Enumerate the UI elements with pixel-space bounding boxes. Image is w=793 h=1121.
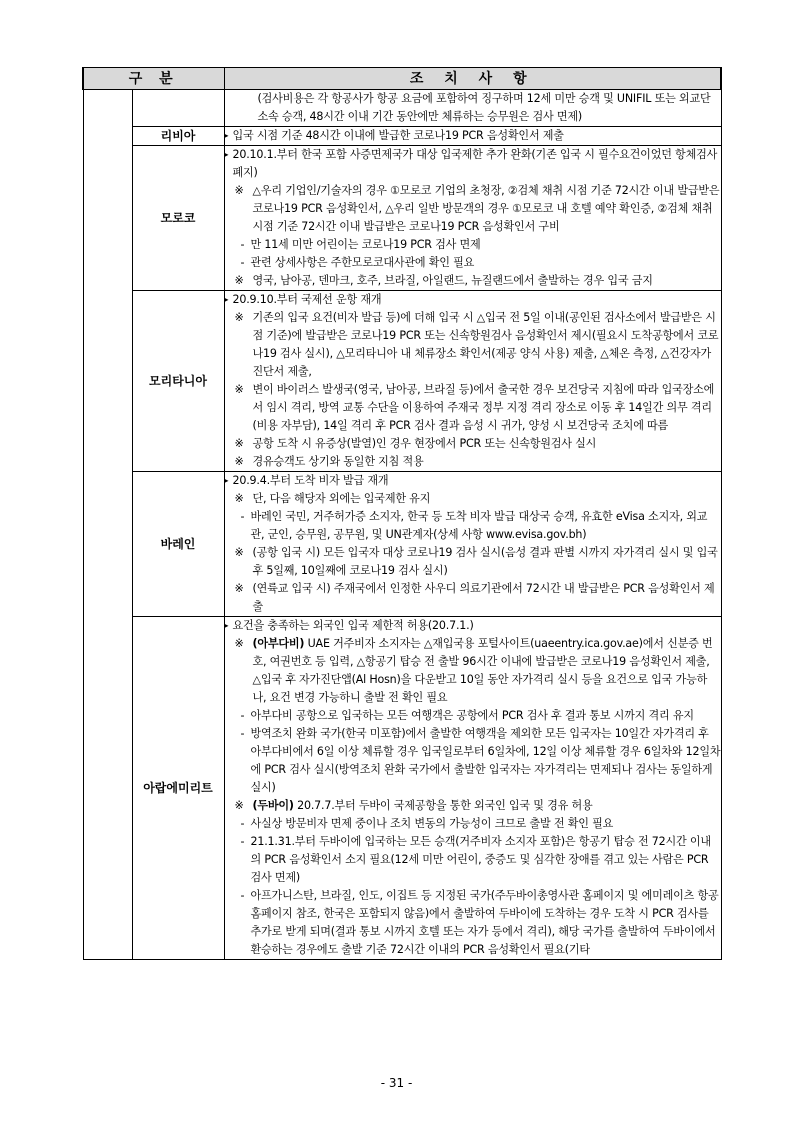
measure-item [225, 617, 721, 635]
measure-item [225, 580, 721, 616]
measures-cell [224, 146, 721, 291]
country-cell: 리비아 [132, 127, 224, 146]
reference-mark-icon: ※ [234, 455, 244, 468]
measure-item [225, 435, 721, 453]
measure-text [253, 797, 721, 815]
reference-mark-icon: ※ [234, 799, 244, 812]
header-measures: 조 치 사 항 [224, 68, 721, 90]
measure-item [225, 508, 721, 544]
table-row [83, 146, 721, 291]
measure-item [225, 472, 721, 490]
measure-body: 영국, 남아공, 덴마크, 호주, 브라질, 아일랜드, 뉴질랜드에서 출발하는 경우 입국 금지 [252, 274, 653, 287]
bullet-arrow-icon: ▸ [224, 621, 229, 630]
measure-item [225, 146, 721, 182]
measure-body: 관련 상세사항은 주한모로코대사관에 확인 필요 [250, 256, 475, 269]
table-row [83, 291, 721, 472]
reference-mark-icon: ※ [234, 311, 244, 324]
reference-mark-icon: ※ [234, 274, 244, 287]
country-cell: 모리타니아 [132, 291, 224, 472]
measure-body: (공항 입국 시) 모든 입국자 대상 코로나19 검사 실시(음성 결과 판별 시까지 자가격리 실시 및 입국 후 5일째, 10일째에 코로나19 검사 실시) [252, 546, 718, 577]
measures-cell [224, 617, 721, 960]
emirate-label: (아부다비) [252, 637, 305, 650]
measure-item [225, 707, 721, 725]
header-category: 구 분 [83, 68, 224, 90]
measure-body: 단, 다음 해당자 외에는 입국제한 유지 [252, 492, 431, 505]
measure-text [253, 381, 721, 435]
reference-mark-icon: ※ [234, 184, 244, 197]
reference-mark-icon: ※ [234, 582, 244, 595]
bullet-arrow-icon: ▸ [224, 150, 229, 159]
measure-text [258, 90, 721, 126]
measures-cell [224, 472, 721, 617]
country-cell: 바레인 [132, 472, 224, 617]
measure-item [225, 797, 721, 815]
measure-text [251, 725, 721, 797]
measure-body: 사실상 방문비자 면제 중이나 조치 변동의 가능성이 크므로 출발 전 확인 필요 [250, 817, 614, 830]
measure-item [225, 635, 721, 707]
measure-text [233, 146, 721, 182]
measure-body: (연륙교 입국 시) 주재국에서 인정한 사우디 의료기관에서 72시간 내 발급받은 PCR 음성확인서 제출 [252, 582, 715, 613]
measures-cell [224, 90, 721, 127]
measure-text [233, 291, 721, 309]
reference-mark-icon: ※ [234, 492, 244, 505]
measure-text [253, 544, 721, 580]
measure-item [225, 544, 721, 580]
measures-cell [224, 291, 721, 472]
measure-body: 20.10.1.부터 한국 포함 사증면제국가 대상 입국제한 추가 완화(기존 입국 시 필수요건이었던 항체검사 폐지) [232, 148, 718, 179]
measure-body: 만 11세 미만 어린이는 코로나19 PCR 검사 면제 [250, 238, 481, 251]
measure-item [225, 254, 721, 272]
measures-table [82, 67, 722, 960]
country-cell: 모로코 [132, 146, 224, 291]
dash-marker: - [240, 709, 245, 722]
measure-text [253, 453, 721, 471]
reference-mark-icon: ※ [234, 546, 244, 559]
bullet-arrow-icon: ▸ [224, 476, 229, 485]
measure-item [225, 725, 721, 797]
country-cell: 아랍에미리트 [132, 617, 224, 960]
measure-item [225, 887, 721, 959]
measure-text [253, 435, 721, 453]
measure-text [253, 635, 721, 707]
region-cell [83, 90, 132, 960]
measure-text [251, 815, 721, 833]
measure-text [251, 508, 721, 544]
emirate-label: (두바이) [252, 799, 294, 812]
dash-marker: - [240, 889, 245, 902]
dash-marker: - [240, 817, 245, 830]
table-row [83, 617, 721, 960]
measure-item [225, 127, 721, 145]
measures-cell [224, 127, 721, 146]
measure-item [225, 453, 721, 471]
measure-body: △우리 기업인/기술자의 경우 ①모로코 기업의 초청장, ②검체 채취 시점 기준 72시간 이내 발급받은 코로나19 PCR 음성확인서, △우리 일반 방문객의 경우 ①모로코 내 호텔 예약 확인증, ②검체 채취 시점 기준 72시간 이내 발급받은 코로나19 PCR 음성확인서 구비 [252, 184, 720, 233]
measure-text [233, 127, 721, 145]
measure-text [233, 472, 721, 490]
measure-text [251, 707, 721, 725]
measure-text [253, 490, 721, 508]
country-cell [132, 90, 224, 127]
measure-body: 20.9.4.부터 도착 비자 발급 재개 [232, 474, 389, 487]
reference-mark-icon: ※ [234, 383, 244, 396]
measure-body: 경유승객도 상기와 동일한 지침 적용 [252, 455, 424, 468]
measure-body: 기존의 입국 요건(비자 발급 등)에 더해 입국 시 △입국 전 5일 이내(공인된 검사소에서 발급받은 시점 기준)에 발급받은 코로나19 PCR 또는 신속항원검사 음성확인서 제시(필요시 도착공항에서 코로나19 검사 실시), △모리타니아 내 체류장소 확인서(제공 양식 사용) 제출, △체온 측정, △건강자가진단서 제출, [252, 311, 719, 378]
measure-body: 방역조치 완화 국가(한국 미포함)에서 출발한 여행객을 제외한 모든 입국자는 10일간 자가격리 후 아부다비에서 6일 이상 체류할 경우 입국일로부터 6일차에, 12일 이상 체류할 경우 6일차와 12일차에 PCR 검사 실시(방역조치 완화 국가에서 출발한 입국자는 자가격리는 면제되나 검사는 동일하게 실시) [250, 727, 721, 794]
reference-mark-icon: ※ [234, 637, 244, 650]
measure-text [251, 254, 721, 272]
table-row [83, 90, 721, 127]
measure-text [251, 236, 721, 254]
measure-text [251, 833, 721, 887]
measure-body: 바레인 국민, 거주허가증 소지자, 한국 등 도착 비자 발급 대상국 승객, 유효한 eVisa 소지자, 외교관, 군인, 승무원, 공무원, 및 UN관계자(상세 사항 www.evisa.gov.bh) [250, 510, 708, 541]
measure-body: (검사비용은 각 항공사가 항공 요금에 포함하여 징구하며 12세 미만 승객 및 UNIFIL 또는 외교단 소속 승객, 48시간 이내 기간 동안에만 체류하는 승무원은 검사 면제) [257, 92, 711, 123]
measure-item [225, 182, 721, 236]
measure-body: 아프가니스탄, 브라질, 인도, 이집트 등 지정된 국가(주두바이총영사관 홈페이지 및 에미레이츠 항공 홈페이지 참조, 한국은 포함되지 않음)에서 출발하여 두바이에 도착하는 경우 도착 시 PCR 검사를 추가로 받게 되며(결과 통보 시까지 호텔 또는 자가 등에서 격리), 해당 국가를 출발하여 두바이에서 환승하는 경우에도 출발 기준 72시간 이내의 PCR 음성확인서 필요(기타 [250, 889, 719, 956]
dash-marker: - [240, 727, 245, 740]
measure-item [225, 236, 721, 254]
table-row [83, 472, 721, 617]
reference-mark-icon: ※ [234, 437, 244, 450]
measure-item [225, 90, 721, 126]
measure-body: 요건을 충족하는 외국인 입국 제한적 허용(20.7.1.) [232, 619, 474, 632]
measure-body: 공항 도착 시 유증상(발열)인 경우 현장에서 PCR 또는 신속항원검사 실시 [252, 437, 597, 450]
measure-body: 21.1.31.부터 두바이에 입국하는 모든 승객(거주비자 소지자 포함)은 항공기 탑승 전 72시간 이내의 PCR 음성확인서 소지 필요(12세 미만 어린이, 중증도 및 심각한 장애를 겪고 있는 사람은 PCR 검사 면제) [250, 835, 711, 884]
measure-body: 변이 바이러스 발생국(영국, 남아공, 브라질 등)에서 출국한 경우 보건당국 지침에 따라 입국장소에서 임시 격리, 방역 교통 수단을 이용하여 주재국 정부 지정 격리 장소로 이동 후 14일간 의무 격리(비용 자부담), 14일 격리 후 PCR 검사 결과 음성 시 귀가, 양성 시 보건당국 조치에 따름 [252, 383, 715, 432]
measure-text [253, 272, 721, 290]
measure-body: UAE 거주비자 소지자는 △재입국용 포털사이트(uaeentry.ica.gov.ae)에서 신분증 번호, 여권번호 등 입력, △항공기 탑승 전 출발 96시간 이내에 발급받은 코로나19 음성확인서 제출, △입국 후 자가진단앱(Al Hosn)을 다운받고 10일 동안 자가격리 실시 등을 요건으로 입국 가능하나, 요건 변경 가능하니 출발 전 확인 필요 [252, 637, 713, 704]
dash-marker: - [240, 835, 245, 848]
measure-item [225, 833, 721, 887]
dash-marker: - [240, 510, 245, 523]
measure-text [233, 617, 721, 635]
measure-text [253, 309, 721, 381]
measure-body: 입국 시점 기준 48시간 이내에 발급한 코로나19 PCR 음성확인서 제출 [232, 129, 564, 142]
dash-marker: - [240, 256, 245, 269]
measure-item [225, 309, 721, 381]
measure-item [225, 291, 721, 309]
table-header-row [83, 68, 721, 90]
measure-body: 20.9.10.부터 국제선 운항 재개 [232, 293, 382, 306]
bullet-arrow-icon: ▸ [224, 295, 229, 304]
measure-item [225, 381, 721, 435]
table-row [83, 127, 721, 146]
measure-body: 20.7.7.부터 두바이 국제공항을 통한 외국인 입국 및 경유 허용 [293, 799, 593, 812]
measure-item [225, 490, 721, 508]
bullet-arrow-icon: ▸ [224, 131, 229, 140]
measure-body: 아부다비 공항으로 입국하는 모든 여행객은 공항에서 PCR 검사 후 결과 통보 시까지 격리 유지 [250, 709, 694, 722]
dash-marker: - [240, 238, 245, 251]
measure-item [225, 815, 721, 833]
measure-text [253, 580, 721, 616]
page-number: - 31 - [380, 1076, 413, 1090]
measure-item [225, 272, 721, 290]
measure-text [251, 887, 721, 959]
measure-text [253, 182, 721, 236]
